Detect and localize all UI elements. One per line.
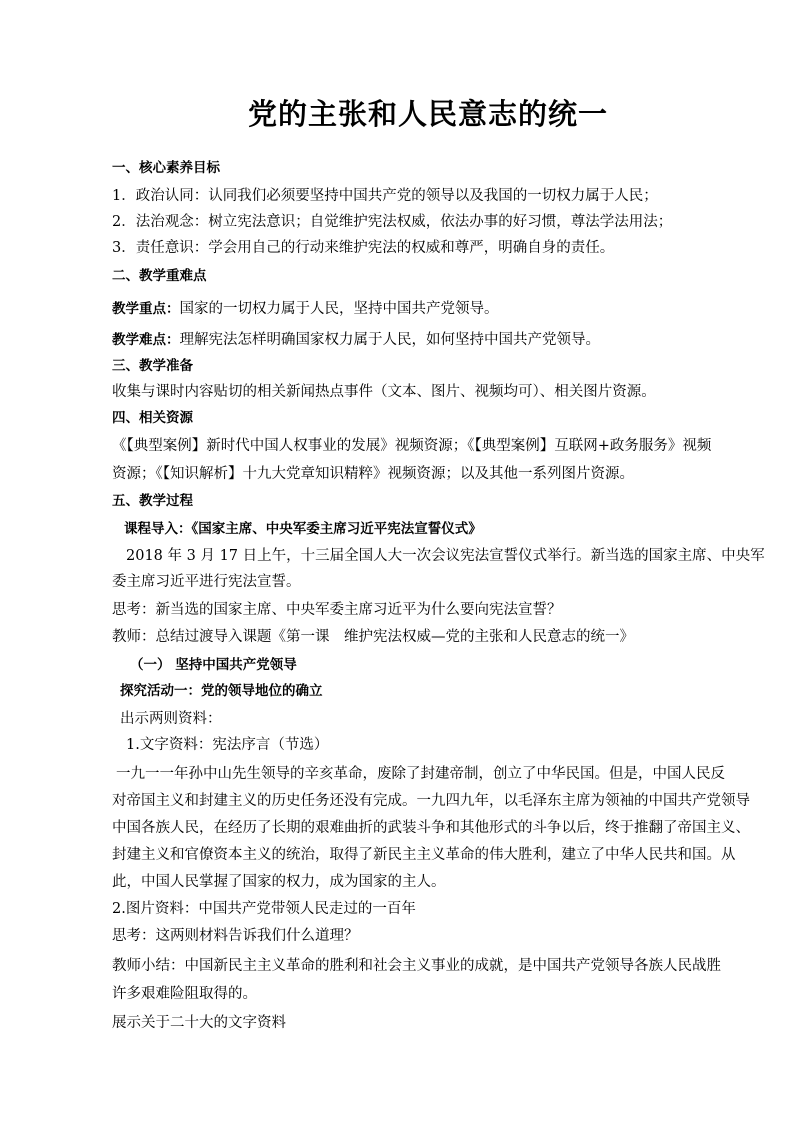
difficulty-label: 教学难点： <box>112 332 180 348</box>
section-heading-resources: 四、相关资源 <box>112 410 193 426</box>
key-point-label: 教学重点： <box>112 301 180 317</box>
section-heading-key-points: 二、教学重难点 <box>112 268 207 284</box>
material-1-line-2: 对帝国主义和封建主义的历史任务还没有完成。一九四九年，以毛泽东主席为领袖的中国共产党领导 <box>112 793 750 809</box>
goal-item-2: 2．法治观念：树立宪法意识；自觉维护宪法权威，依法办事的好习惯，尊法学法用法； <box>112 214 673 230</box>
material-1-line-1: 一九一一年孙中山先生领导的辛亥革命，废除了封建帝制，创立了中华民国。但是，中国人民反 <box>116 766 725 782</box>
material-1-line-3: 中国各族人民，在经历了长期的艰难曲折的武装斗争和其他形式的斗争以后，终于推翻了帝国主义、 <box>112 820 750 836</box>
section-heading-goals: 一、核心素养目标 <box>112 160 220 176</box>
teacher-transition: 教师：总结过渡导入课题《第一课 维护宪法权威—党的主张和人民意志的统一》 <box>112 629 634 645</box>
intro-paragraph-line-2: 委主席习近平进行宪法宣誓。 <box>112 574 301 590</box>
goal-item-1: 1．政治认同：认同我们必须要坚持中国共产党的领导以及我国的一切权力属于人民； <box>112 188 658 204</box>
show-two-materials: 出示两则资料： <box>120 711 222 727</box>
material-1-line-5: 此，中国人民掌握了国家的权力，成为国家的主人。 <box>112 874 446 890</box>
goal-item-3: 3．责任意识：学会用自己的行动来维护宪法的权威和尊严，明确自身的责任。 <box>112 240 615 256</box>
part-heading-party-leadership: （一） 坚持中国共产党领导 <box>130 657 297 673</box>
show-20th-congress-material: 展示关于二十大的文字资料 <box>112 1015 286 1031</box>
section-heading-process: 五、教学过程 <box>112 493 193 509</box>
material-2-title: 2.图片资料：中国共产党带领人民走过的一百年 <box>112 901 416 917</box>
difficulty-text: 理解宪法怎样明确国家权力属于人民，如何坚持中国共产党领导。 <box>179 332 600 348</box>
think-question-2: 思考：这两则材料告诉我们什么道理？ <box>112 928 359 944</box>
teacher-summary-line-2: 许多艰难险阻取得的。 <box>112 986 257 1002</box>
material-1-line-4: 封建主义和官僚资本主义的统治，取得了新民主主义革命的伟大胜利，建立了中华人民共和国。从 <box>112 847 736 863</box>
activity-heading-1: 探究活动一：党的领导地位的确立 <box>120 683 323 699</box>
document-title: 党的主张和人民意志的统一 <box>247 97 608 131</box>
key-point-paragraph <box>112 299 712 319</box>
think-question-1: 思考：新当选的国家主席、中央军委主席习近平为什么要向宪法宣誓？ <box>112 602 562 618</box>
key-point-text: 国家的一切权力属于人民，坚持中国共产党领导。 <box>179 301 499 317</box>
lesson-intro-heading: 课程导入：《国家主席、中央军委主席习近平宪法宣誓仪式》 <box>124 521 482 537</box>
teacher-summary-line-1: 教师小结：中国新民主主义革命的胜利和社会主义事业的成就，是中国共产党领导各族人民战胜 <box>112 958 721 974</box>
intro-paragraph-line-1: 2018 年 3 月 17 日上午，十三届全国人大一次会议宪法宣誓仪式举行。新当选的国家主席、中央军 <box>126 548 765 564</box>
resources-line-1: 《【典型案例】新时代中国人权事业的发展》视频资源；《【典型案例】互联网+政务服务》视频 <box>112 438 712 454</box>
preparation-text: 收集与课时内容贴切的相关新闻热点事件（文本、图片、视频均可）、相关图片资源。 <box>112 384 656 400</box>
resources-line-2: 资源；《【知识解析】十九大党章知识精粹》视频资源；以及其他一系列图片资源。 <box>112 466 634 482</box>
section-heading-preparation: 三、教学准备 <box>112 358 193 374</box>
material-1-title: 1.文字资料：宪法序言（节选） <box>126 737 329 753</box>
difficulty-paragraph <box>112 330 712 350</box>
